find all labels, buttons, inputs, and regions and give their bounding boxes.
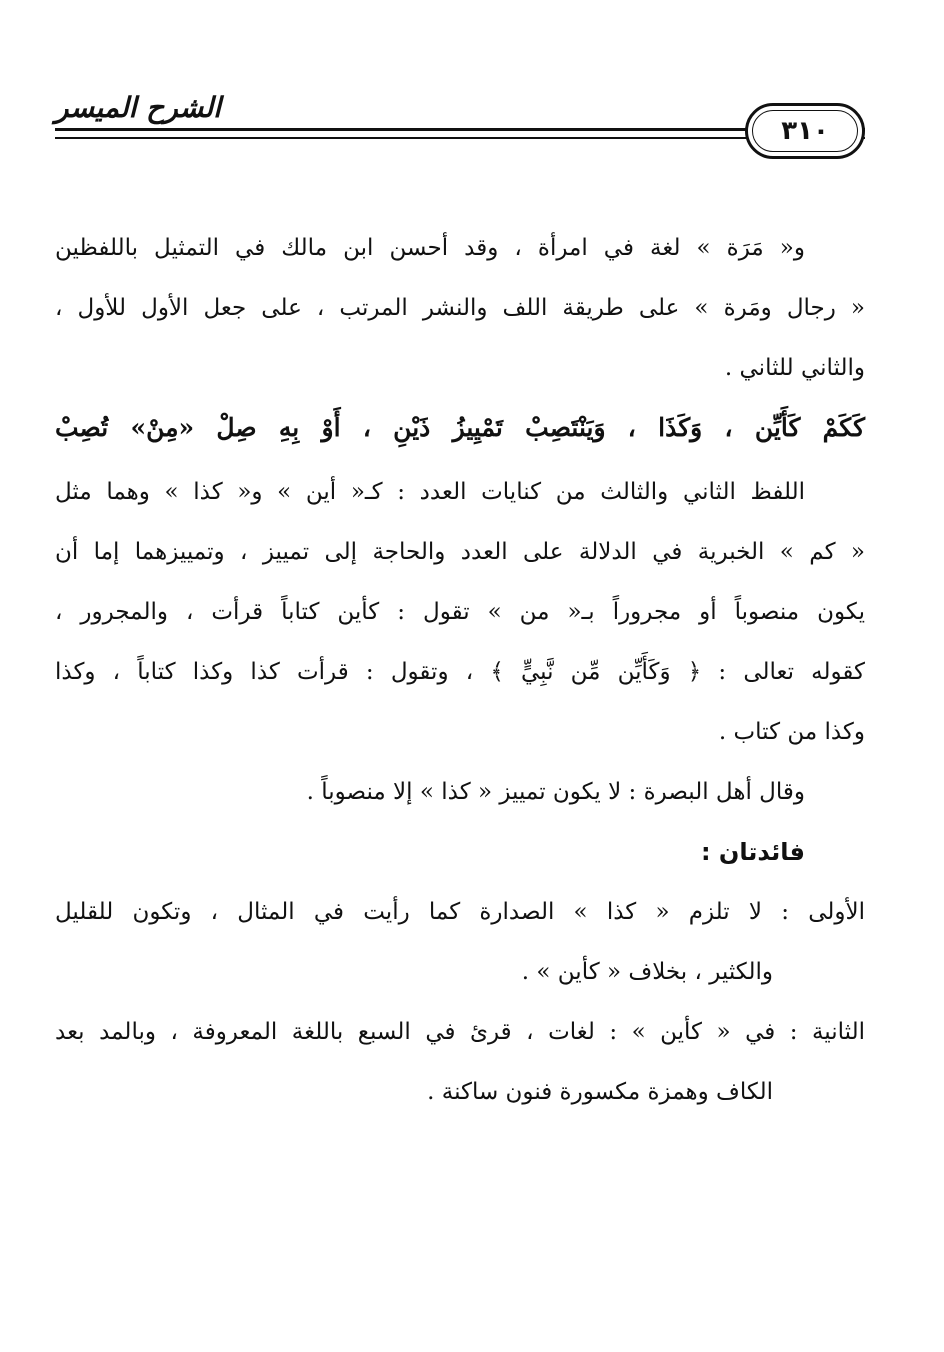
text-line: يكون منصوباً أو مجروراً بـ« من » تقول : كأين كتاباً قرأت ، والمجرور ، <box>55 599 865 625</box>
page-number-badge <box>745 103 865 159</box>
text-line: والكثير ، بخلاف « كأين » . <box>521 959 773 985</box>
paragraph-2 <box>55 462 865 762</box>
benefit-2 <box>55 1002 865 1122</box>
poem-verse: كَكَمْ كَأَيِّن ، وَكَذَا ، وَيَنْتَصِبْ تَمْيِيزُ ذَيْنِ ، أَوْ بِهِ صِلْ «مِنْ» تُصِبْ <box>55 413 865 442</box>
text-line: الأولى : لا تلزم « كذا » الصدارة كما رأيت في المثال ، وتكون للقليل <box>55 899 865 925</box>
text-line: وكذا من كتاب . <box>718 719 865 745</box>
header-rule-top <box>55 128 865 131</box>
text-line: « رجال ومَرة » على طريقة اللف والنشر المرتب ، على جعل الأول للأول ، <box>55 295 865 321</box>
text-line: الثانية : في « كأين » : لغات ، قرئ في السبع باللغة المعروفة ، وبالمد بعد <box>55 1019 865 1045</box>
text-line: و« مَرَة » لغة في امرأة ، وقد أحسن ابن مالك في التمثيل باللفظين <box>55 235 805 261</box>
text-line: الكاف وهمزة مكسورة فنون ساكنة . <box>427 1079 773 1105</box>
header-rule-bottom <box>55 137 865 139</box>
page-body <box>55 218 865 1122</box>
page-number: ٣١٠ <box>781 116 829 146</box>
book-title: الشرح الميسر <box>55 91 221 124</box>
text-line: والثاني للثاني . <box>724 355 865 381</box>
page-header <box>55 92 865 172</box>
paragraph-1 <box>55 218 865 398</box>
text-line: « كم » الخبرية في الدلالة على العدد والحاجة إلى تمييز ، وتمييزهما إما أن <box>55 539 865 565</box>
text-line: كقوله تعالى : ﴿ وَكَأَيِّن مِّن نَّبِيٍّ ﴾ ، وتقول : قرأت كذا وكذا كتاباً ، وكذا <box>55 659 865 685</box>
text-line: اللفظ الثاني والثالث من كنايات العدد : كـ« أين » و« كذا » وهما مثل <box>55 479 805 505</box>
benefit-1 <box>55 882 865 1002</box>
paragraph-3: وقال أهل البصرة : لا يكون تمييز « كذا » إلا منصوباً . <box>306 779 805 805</box>
section-heading: فائدتان : <box>700 838 805 866</box>
